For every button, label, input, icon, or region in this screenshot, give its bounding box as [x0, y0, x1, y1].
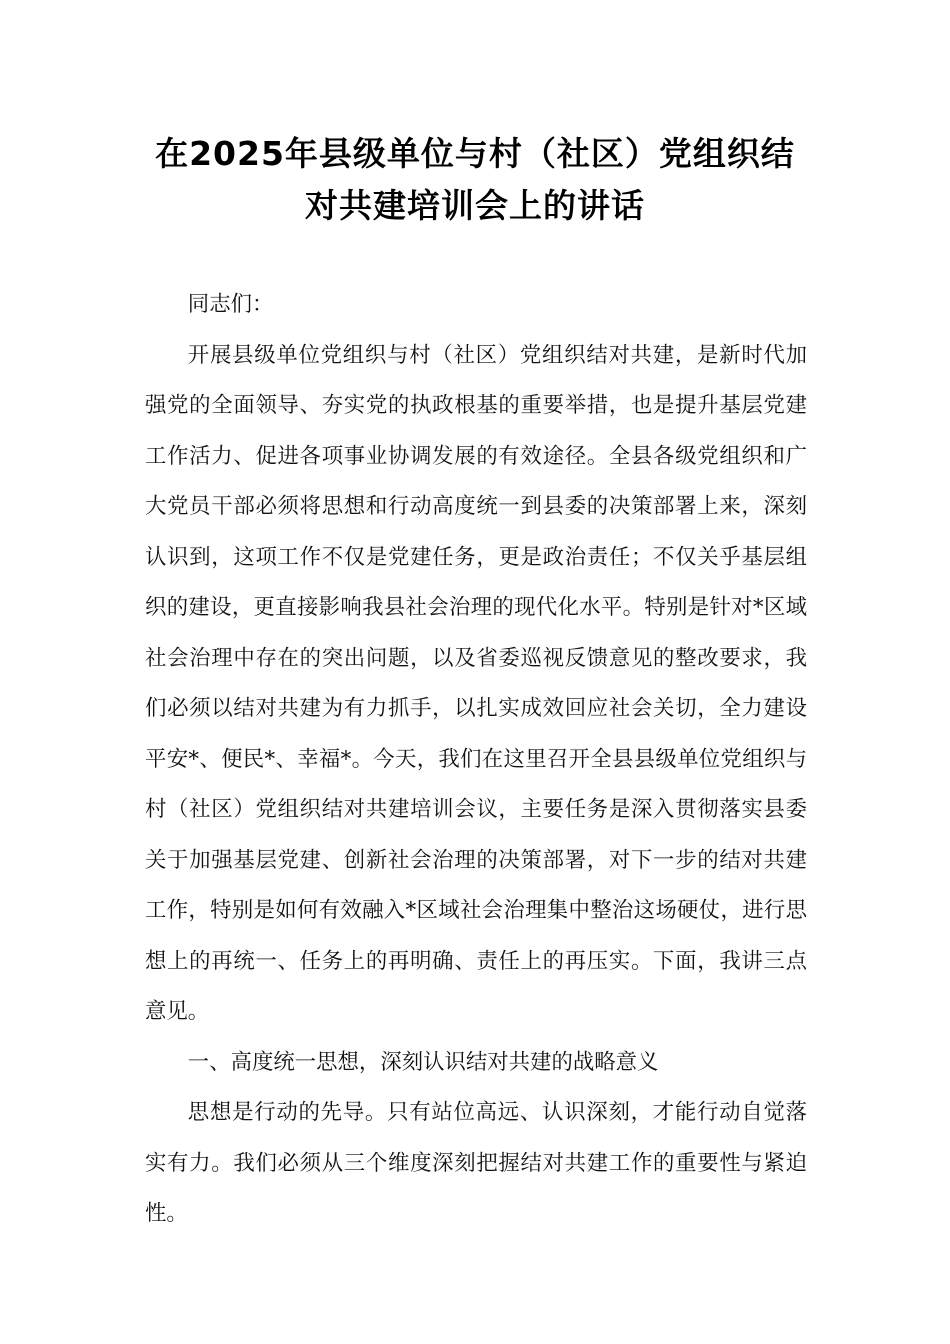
- title-line-2: 对共建培训会上的讲话: [305, 186, 645, 225]
- title-line-1: 在2025年县级单位与村（社区）党组织结: [155, 134, 795, 173]
- salutation: 同志们：: [187, 292, 274, 317]
- paragraph-intro: 开展县级单位党组织与村（社区）党组织结对共建，是新时代加强党的全面领导、夯实党的执政根基的重要举措，也是提升基层党建工作活力、促进各项事业协调发展的有效途径。全县各级党组织和广大党员干部必须将思想和行动高度统一到县委的决策部署上来，深刻认识到，这项工作不仅是党建任务，更是政治责任；不仅关乎基层组织的建设，更直接影响我县社会治理的现代化水平。特别是针对*区域社会治理中存在的突出问题，以及省委巡视反馈意见的整改要求，我们必须以结对共建为有力抓手，以扎实成效回应社会关切，全力建设平安*、便民*、幸福*。今天，我们在这里召开全县县级单位党组织与村（社区）党组织结对共建培训会议，主要任务是深入贯彻落实县委关于加强基层党建、创新社会治理的决策部署，对下一步的结对共建工作，特别是如何有效融入*区域社会治理集中整治这场硬仗，进行思想上的再统一、任务上的再明确、责任上的再压实。下面，我讲三点意见。: [145, 342, 807, 1024]
- section-heading-1: 一、高度统一思想，深刻认识结对共建的战略意义: [187, 1049, 659, 1075]
- document-title: [120, 128, 830, 232]
- paragraph-section-1: 思想是行动的先导。只有站位高远、认识深刻，才能行动自觉落实有力。我们必须从三个维度深刻把握结对共建工作的重要性与紧迫性。: [145, 1100, 807, 1226]
- document-body: [145, 280, 807, 1240]
